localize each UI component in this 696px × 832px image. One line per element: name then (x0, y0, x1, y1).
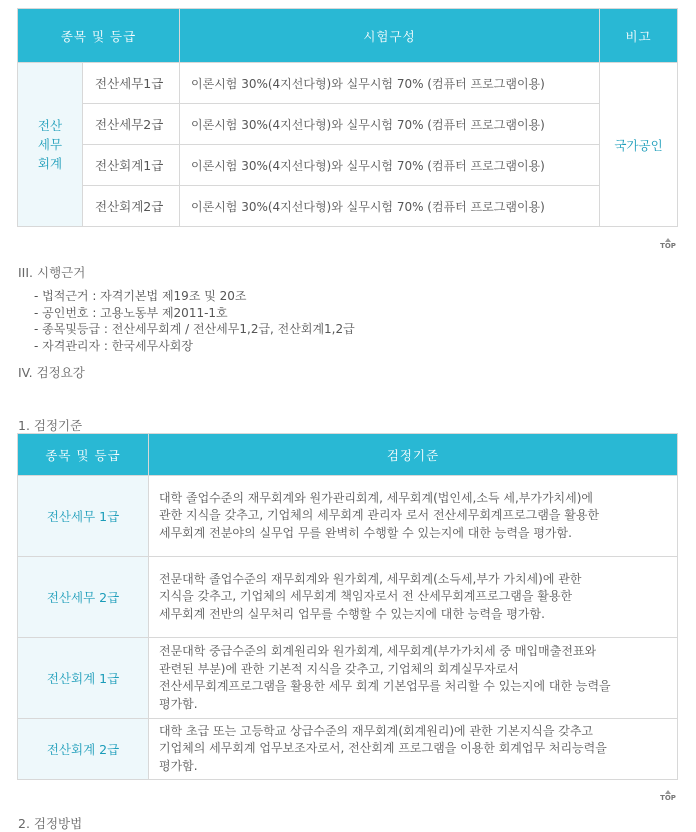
standard-grade-cell: 전산회계 2급 (18, 719, 149, 780)
header-grade: 종목 및 등급 (18, 434, 149, 476)
standard-desc-cell (149, 719, 678, 780)
section4-title: IV. 검정요강 (18, 365, 85, 380)
desc-line: 대학 졸업수준의 재무회계와 원가관리회계, 세무회계(법인세,소득 세,부가가치세)에 (159, 490, 594, 505)
standard-desc-cell (149, 638, 678, 719)
top-link[interactable] (658, 238, 678, 250)
exam-standard-table (17, 433, 678, 780)
remark-cell: 국가공인 (600, 63, 678, 227)
list-item: - 종목및등급 : 전산세무회계 / 전산세무1,2급, 전산회계1,2급 (34, 322, 355, 336)
desc-line: 세무회계 전분야의 실무업 무를 완벽히 수행할 수 있는지에 대한 능력을 평가함. (159, 525, 572, 540)
header-composition: 시험구성 (180, 9, 600, 63)
desc-line: 관련된 부분)에 관한 기본적 지식을 갖추고, 기업체의 회계실무자로서 (159, 661, 519, 676)
desc-line: 전문대학 중급수준의 회계원리와 원가회계, 세무회계(부가가치세 중 매입매출전표와 (159, 644, 597, 658)
header-standard: 검정기준 (149, 434, 678, 476)
standard-desc-cell (149, 476, 678, 557)
standard-desc-cell (149, 557, 678, 638)
standard-grade-cell: 전산세무 1급 (18, 476, 149, 557)
grade-cell: 전산세무1급 (83, 63, 180, 104)
composition-cell: 이론시험 30%(4지선다형)와 실무시험 70% (컴퓨터 프로그램이용) (180, 186, 600, 227)
composition-cell: 이론시험 30%(4지선다형)와 실무시험 70% (컴퓨터 프로그램이용) (180, 145, 600, 186)
desc-line: 대학 초급 또는 고등학교 상급수준의 재무회계(회계원리)에 관한 기본지식을 갖추고 (159, 723, 594, 738)
desc-line: 전문대학 졸업수준의 재무회계와 원가회계, 세무회계(소득세,부가 가치세)에 관한 (159, 571, 582, 586)
section4-sub1: 1. 검정기준 (18, 418, 83, 433)
list-item: - 자격관리자 : 한국세무사회장 (34, 338, 193, 353)
standard-grade-cell: 전산세무 2급 (18, 557, 149, 638)
standard-grade-cell: 전산회계 1급 (18, 638, 149, 719)
header-remark: 비고 (600, 9, 678, 63)
desc-line: 평가함. (159, 696, 198, 711)
desc-line: 지식을 갖추고, 기업체의 세무회계 책임자로서 전 산세무회계프로그램을 활용한 (159, 589, 573, 604)
header-category: 종목 및 등급 (18, 9, 180, 63)
composition-cell: 이론시험 30%(4지선다형)와 실무시험 70% (컴퓨터 프로그램이용) (180, 104, 600, 145)
category-cell (18, 63, 83, 227)
list-item: - 법적근거 : 자격기본법 제19조 및 20조 (34, 289, 247, 303)
grade-cell: 전산세무2급 (83, 104, 180, 145)
section3-list (34, 288, 355, 354)
top-link[interactable] (658, 790, 678, 802)
grade-cell: 전산회계2급 (83, 186, 180, 227)
composition-cell: 이론시험 30%(4지선다형)와 실무시험 70% (컴퓨터 프로그램이용) (180, 63, 600, 104)
section4-sub2: 2. 검정방법 (18, 816, 83, 831)
section3-title: III. 시행근거 (18, 265, 86, 280)
list-item: - 공인번호 : 고용노동부 제2011-1호 (34, 305, 228, 320)
top-label: TOP (660, 794, 676, 802)
top-label: TOP (660, 242, 676, 250)
exam-composition-table (17, 8, 678, 227)
desc-line: 전산세무회계프로그램을 활용한 세무 회계 기본업무를 처리할 수 있는지에 대한 능력을 (159, 679, 611, 693)
category-label: 전산 세무 회계 (37, 118, 63, 171)
desc-line: 관한 지식을 갖추고, 기업체의 세무회계 관리자 로서 전산세무회계프로그램을 활용한 (159, 508, 600, 523)
grade-cell: 전산회계1급 (83, 145, 180, 186)
desc-line: 세무회계 전반의 실무처리 업무를 수행할 수 있는지에 대한 능력을 평가함. (159, 606, 545, 621)
desc-line: 평가함. (159, 758, 198, 773)
desc-line: 기업체의 세무회계 업무보조자로서, 전산회계 프로그램을 이용한 회계업무 처리능력을 (159, 741, 607, 756)
